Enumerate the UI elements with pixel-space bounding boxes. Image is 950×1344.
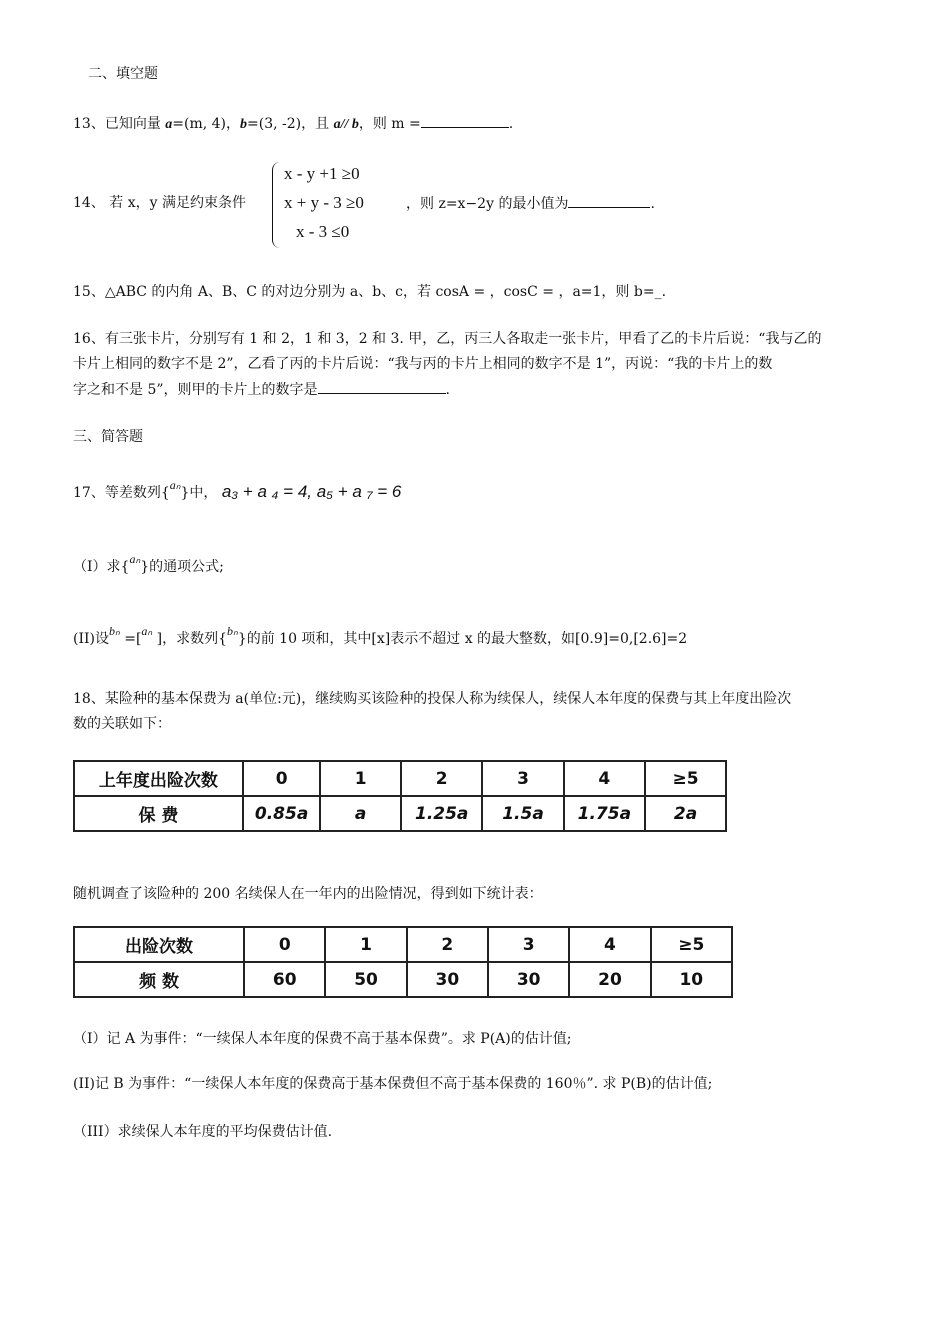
section-heading-fill-blank: 二、填空题 xyxy=(88,66,158,82)
section-heading-short-answer: 三、简答题 xyxy=(73,429,143,445)
question-15: 15、△ABC 的内角 A、B、C 的对边分别为 a、b、c，若 cosA = ，cosC = ，a=1，则 b=_. xyxy=(73,284,667,300)
question-18-part-2: (II)记 B 为事件：“一续保人本年度的保费高于基本保费但不高于基本保费的 160％”. 求 P(B)的估计值; xyxy=(73,1076,713,1092)
answer-blank xyxy=(421,113,509,128)
constraint-1: x - y +1 ≥0 xyxy=(284,164,360,183)
question-16-line-3: 字之和不是 5”，则甲的卡片上的数字是 . xyxy=(73,379,450,400)
question-17-part-2: (II)设bₙ =[aₙ ]，求数列{bₙ}的前 10 项和，其中[x]表示不超过 x 的最大整数，如[0.9]=0,[2.6]=2 xyxy=(73,624,688,647)
question-18-line-1: 18、某险种的基本保费为 a(单位:元)，继续购买该险种的投保人称为续保人，续保人本年度的保费与其上年度出险次 xyxy=(73,691,792,707)
question-16-line-2: 卡片上相同的数字不是 2”，乙看了丙的卡片后说：“我与丙的卡片上相同的数字不是 1”，丙说：“我的卡片上的数 xyxy=(73,356,773,372)
question-18-part-1: （I）记 A 为事件：“一续保人本年度的保费不高于基本保费”。求 P(A)的估计值; xyxy=(73,1031,572,1047)
question-16-line-1: 16、有三张卡片，分别写有 1 和 2，1 和 3，2 和 3. 甲，乙，丙三人各取走一张卡片，甲看了乙的卡片后说：“我与乙的 xyxy=(73,331,822,347)
question-14-tail: ，则 z=x−2y 的最小值为 . xyxy=(406,193,655,214)
answer-blank xyxy=(568,193,650,208)
table-row: 出险次数 0 1 2 3 4 ≥5 xyxy=(74,927,732,962)
table-row: 保 费 0.85a a 1.25a 1.5a 1.75a 2a xyxy=(74,796,726,831)
given-condition: a₃ + a ₄ = 4, a₅ + a ₇ = 6 xyxy=(221,482,402,501)
question-17-part-1: （I）求{aₙ}的通项公式; xyxy=(73,552,224,575)
left-brace xyxy=(272,162,281,248)
frequency-table xyxy=(73,926,733,998)
constraint-3: x - 3 ≤0 xyxy=(296,222,350,241)
question-14-lead: 14、 若 x，y 满足约束条件 xyxy=(73,195,246,211)
question-18-part-3: （III）求续保人本年度的平均保费估计值. xyxy=(73,1124,333,1140)
constraint-2: x + y - 3 ≥0 xyxy=(284,193,364,212)
question-17: 17、等差数列{aₙ}中， a₃ + a ₄ = 4, a₅ + a ₇ = 6 xyxy=(73,478,402,501)
survey-description: 随机调查了该险种的 200 名续保人在一年内的出险情况，得到如下统计表： xyxy=(73,886,543,902)
question-13: 13、已知向量 a=(m, 4)，b=(3, -2)，且 a// b，则 m = . xyxy=(73,113,513,135)
question-18-line-2: 数的关联如下： xyxy=(73,716,171,732)
sequence-a-n: aₙ xyxy=(169,478,181,492)
table-row: 频 数 60 50 30 30 20 10 xyxy=(74,962,732,997)
premium-table xyxy=(73,760,727,832)
answer-blank xyxy=(318,379,446,394)
table-row: 上年度出险次数 0 1 2 3 4 ≥5 xyxy=(74,761,726,796)
